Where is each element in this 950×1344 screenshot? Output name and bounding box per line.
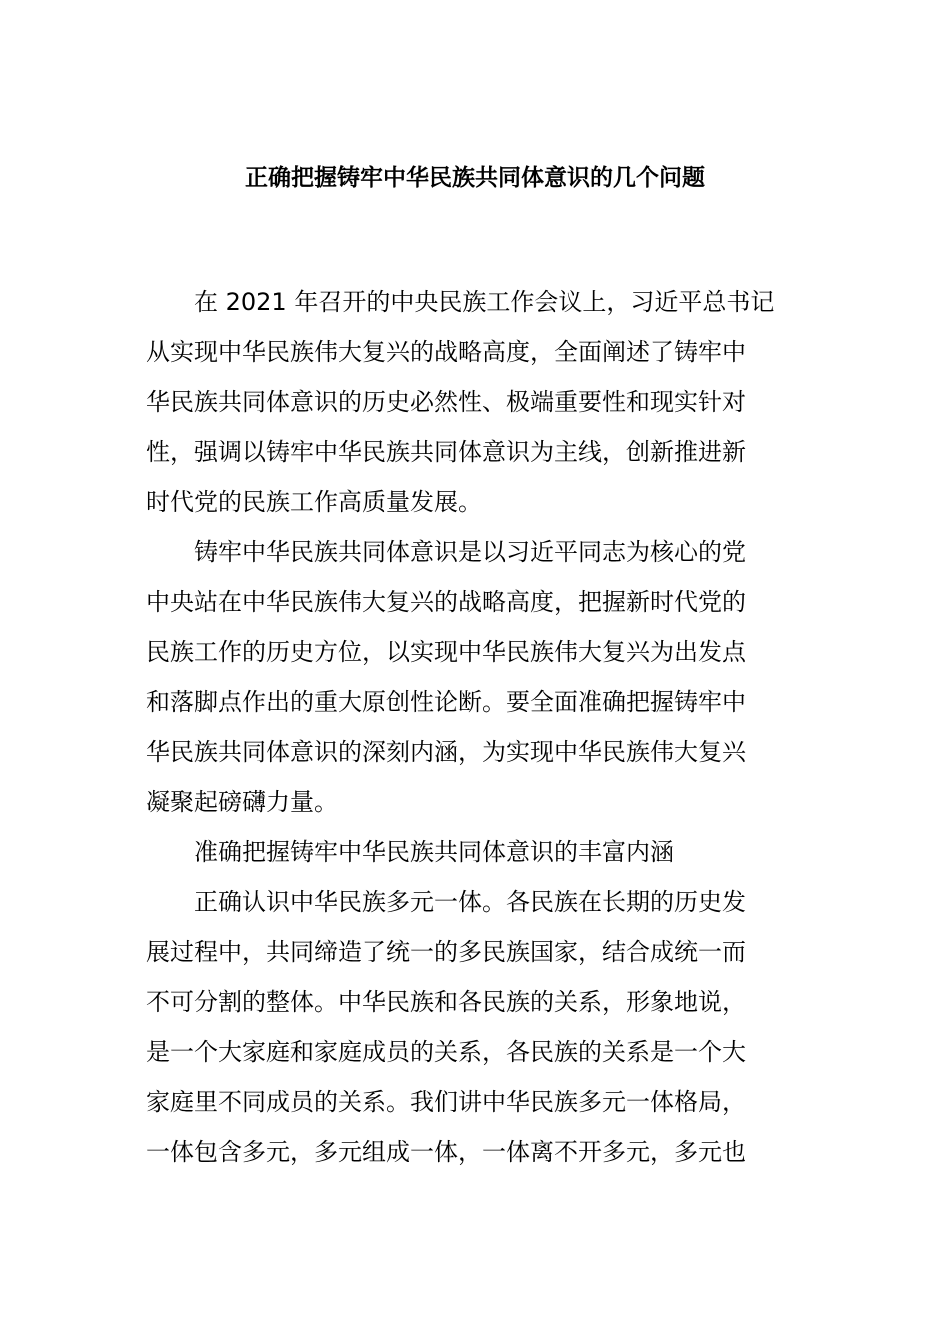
paragraph-line: 华民族共同体意识的深刻内涵，为实现中华民族伟大复兴: [146, 738, 746, 766]
paragraph-line: 是一个大家庭和家庭成员的关系，各民族的关系是一个大: [146, 1038, 746, 1066]
paragraph-line: 在 2021 年召开的中央民族工作会议上，习近平总书记: [194, 288, 775, 316]
paragraph-line: 不可分割的整体。中华民族和各民族的关系，形象地说，: [146, 988, 746, 1016]
paragraph-line: 正确认识中华民族多元一体。各民族在长期的历史发: [194, 888, 746, 916]
paragraph-line: 和落脚点作出的重大原创性论断。要全面准确把握铸牢中: [146, 688, 746, 716]
paragraph-line: 凝聚起磅礴力量。: [146, 788, 338, 816]
paragraph-line: 从实现中华民族伟大复兴的战略高度，全面阐述了铸牢中: [146, 338, 746, 366]
paragraph-line: 时代党的民族工作高质量发展。: [146, 488, 482, 516]
paragraph-line: 家庭里不同成员的关系。我们讲中华民族多元一体格局，: [146, 1088, 746, 1116]
document-title: 正确把握铸牢中华民族共同体意识的几个问题: [245, 165, 705, 191]
paragraph-line: 华民族共同体意识的历史必然性、极端重要性和现实针对: [146, 388, 746, 416]
section-heading: 准确把握铸牢中华民族共同体意识的丰富内涵: [194, 838, 674, 866]
paragraph-line: 铸牢中华民族共同体意识是以习近平同志为核心的党: [194, 538, 746, 566]
paragraph-line: 性，强调以铸牢中华民族共同体意识为主线，创新推进新: [146, 438, 746, 466]
paragraph-line: 展过程中，共同缔造了统一的多民族国家，结合成统一而: [146, 938, 746, 966]
paragraph-line: 一体包含多元，多元组成一体，一体离不开多元，多元也: [146, 1138, 746, 1166]
paragraph-line: 民族工作的历史方位，以实现中华民族伟大复兴为出发点: [146, 638, 746, 666]
paragraph-line: 中央站在中华民族伟大复兴的战略高度，把握新时代党的: [146, 588, 746, 616]
